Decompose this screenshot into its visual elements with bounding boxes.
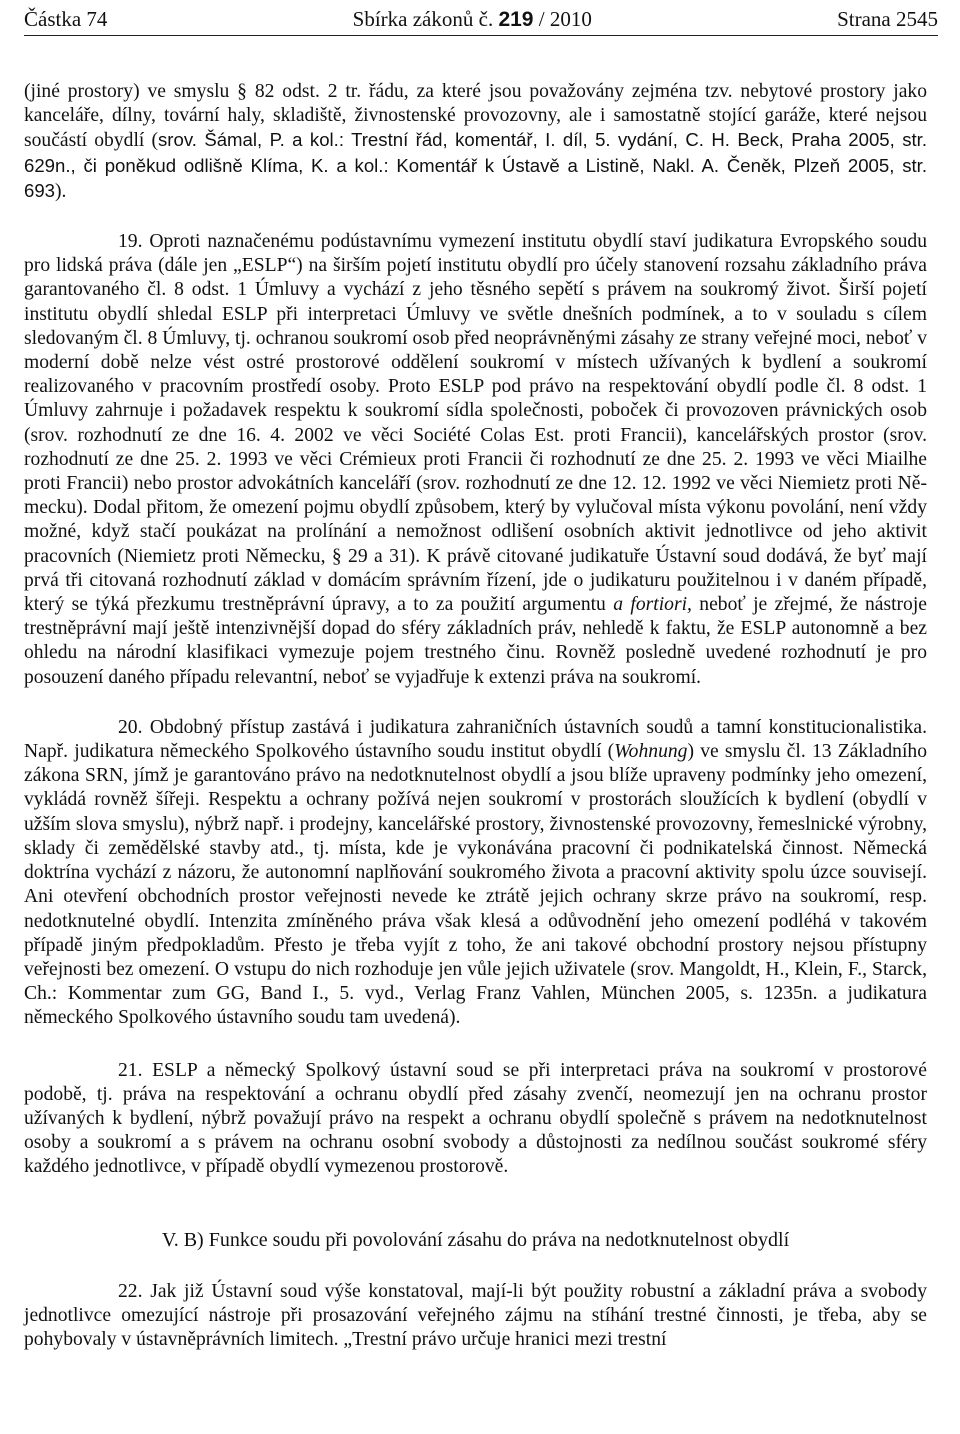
page-number: Strana 2545 bbox=[837, 7, 938, 31]
paragraph-intro-citation: srov. Šámal, P. a kol.: Trestní řád, komentář, I. díl, 5. vydání, C. H. Beck, Praha 2005, str. 629n., či poněkud odlišně Klíma, K. a kol.: Komentář k Ústavě a Listině, Nakl. A. Čeněk, Plzeň 2005, str. 693 bbox=[24, 129, 927, 201]
paragraph-19 bbox=[24, 230, 927, 690]
paragraph-intro bbox=[24, 80, 927, 204]
paragraph-20 bbox=[24, 716, 927, 1031]
paragraph-intro-text: (jiné prostory) ve smyslu § 82 odst. 2 tr. řádu, za které jsou považovány zejména tzv. nebytové prostory jako kanceláře, dílny, tovární haly, skladiště, živnostenské provozovny, ale i samostatně stojící garáže, které nejsou součástí obydlí ( bbox=[24, 81, 927, 152]
paragraph-intro-end: ). bbox=[55, 180, 67, 202]
paragraph-20-end: ) ve smyslu čl. 13 Základního zákona SRN, jímž je garantováno právo na nedotknutelnost obydlí a jsou blíže upraveny podmínky jeho omezení, vykládá rovněž šířeji. Respektu a ochrany požívá nejen soukromí v prostorách sloužících k bydlení (obydlí v užším slova smyslu), nýbrž např. i prodejny, kancelářské prostory, živnostenské provozovny, řemeslnické výrobny, sklady či zemědělské stavby atd., tj. místa, kde je vykonávána pracovní či podnikatelská činnost. Německá doktrína vychází z názoru, že autonomní naplňování soukromého života a pracovní aktivity spolu úzce souvisejí. Ani otevření obchodních prostor veřejnosti nevede ke ztrátě jejich ochrany skrze právo na soukromí, resp. nedotknutelné obydlí. Intenzita zmíněného práva však klesá a odůvodnění jeho omezení podléhá v takovém případě jiným předpokladům. Přesto je třeba vyjít z toho, že ani takové obchodní prostory nejsou přístupny veřejnosti bez omezení. O vstupu do nich rozhoduje jen vůle jejich uživatele (srov. Mangoldt, H., Klein, F., Starck, Ch.: Kommentar zum GG, Band I., 5. vyd., Verlag Franz Vahlen, München 2005, s. 1235n. a judikatura německého Spolkového ústavního soudu tam uvedená). bbox=[24, 741, 927, 1029]
collection-number: 219 bbox=[498, 8, 534, 31]
paragraph-19-end: neboť je zřejmé, že nástroje trestněprávní mají ještě intenzivnější dopad do sféry základních práv, nehledě k faktu, že ESLP autonomně a bez ohledu na národní klasifikaci vymezuje pojem trestného činu. Rovněž posledně uvedené rozhodnutí je pro posouzení daného případu relevantní, neboť se vyjadřuje k extenzi práva na soukromí. bbox=[24, 594, 927, 688]
collection-title-prefix: Sbírka zákonů č. bbox=[352, 7, 499, 31]
paragraph-19-italic: a fortiori, bbox=[613, 594, 692, 616]
paragraph-22: 22. Jak již Ústavní soud výše konstatoval, mají-li být použity robustní a základní práva a svobody jednotlivce omezující nástroje při prosazování veřejného zájmu na stíhání trestné činnosti, je třeba, aby se pohybovaly v ústavněprávních limitech. „Trestní právo určuje hranici mezi trestní bbox=[24, 1280, 927, 1350]
collection-year: / 2010 bbox=[533, 7, 592, 31]
paragraph-20-text: 20. Obdobný přístup zastává i judikatura zahraničních ústavních soudů a tamní konstitucionalistika. Např. judikatura německého Spolkového ústavního soudu institut obydlí ( bbox=[24, 716, 927, 763]
section-heading: V. B) Funkce soudu při povolování zásahu do práva na nedotknutelnost obydlí bbox=[161, 1228, 790, 1251]
paragraph-21: 21. ESLP a německý Spolkový ústavní soud se při interpretaci práva na soukromí v prostorové podobě, tj. práva na respektování a ochranu obydlí před zásahy zvenčí, neomezují jen na ochranu prostor užívaných k bydlení, nýbrž považují právo na respekt a ochranu obydlí společně s právem na nedotknutelnost osoby a soukromí a s právem na ochranu osobní svobody a důstojnosti za nedílnou součást soukromé sféry každého jednotlivce, v případě obydlí vymezenou prostorově. bbox=[24, 1059, 927, 1178]
collection-title bbox=[353, 6, 592, 33]
document-body bbox=[24, 80, 927, 1352]
paragraph-20-italic: Wohnung bbox=[614, 741, 688, 763]
issue-number: Částka 74 bbox=[24, 7, 108, 31]
page-header bbox=[24, 6, 938, 36]
header-divider bbox=[24, 35, 938, 36]
paragraph-19-text: 19. Oproti naznačenému podústavnímu vymezení institutu obydlí staví judikatura Evropského soudu pro lidská práva (dále jen „ESLP“) na širším pojetí institutu obydlí pro účely stanovení rozsahu základního práva garantovaného čl. 8 odst. 1 Úmluvy a vychází z jeho těsného sepětí s právem na soukromý život. Širší pojetí institutu obydlí shledal ESLP při interpretaci Úmluvy ve světle dnešních podmínek, a to v souladu s cílem sledovaným čl. 8 Úmluvy, tj. ochranou soukromí osob před neoprávněnými zásahy ze strany veřejné moci, neboť v moderní době nelze vést ostré prostorové oddělení soukromí v místech užívaných k bydlení a soukromí realizovaného v pracovním prostředí osoby. Proto ESLP pod právo na respektování obydlí podle čl. 8 odst. 1 Úmluvy zahrnuje i požadavek respektu k soukromí sídla společnosti, poboček či provozoven právnických osob (srov. rozhodnutí ze dne 16. 4. 2002 ve věci Société Colas Est. proti Francii), kancelářských prostor (srov. rozhodnutí ze dne 25. 2. 1993 ve věci Crémieux proti Francii či rozhodnutí ze dne 25. 2. 1993 ve věci Miailhe proti Francii) nebo prostor advokátních kanceláří (srov. rozhodnutí ze dne 12. 12. 1992 ve věci Niemietz proti Německu). Dodal přitom, že omezení pojmu obydlí způsobem, který by vylučoval místa výkonu povolání, není vždy možné, když stačí poukázat na prolínání a nemožnost odlišení osobních aktivit jednotlivce od jeho aktivit pracovních (Niemietz proti Německu, § 29 a 31). K právě citované judikatuře Ústavní soud dodává, že byť mají prvá tři citovaná rozhodnutí základ v domácím správním řízení, jde o judikaturu použitelnou i v daném případě, který se týká přezkumu trestněprávní úpravy, a to za použití argumentu bbox=[24, 231, 927, 616]
